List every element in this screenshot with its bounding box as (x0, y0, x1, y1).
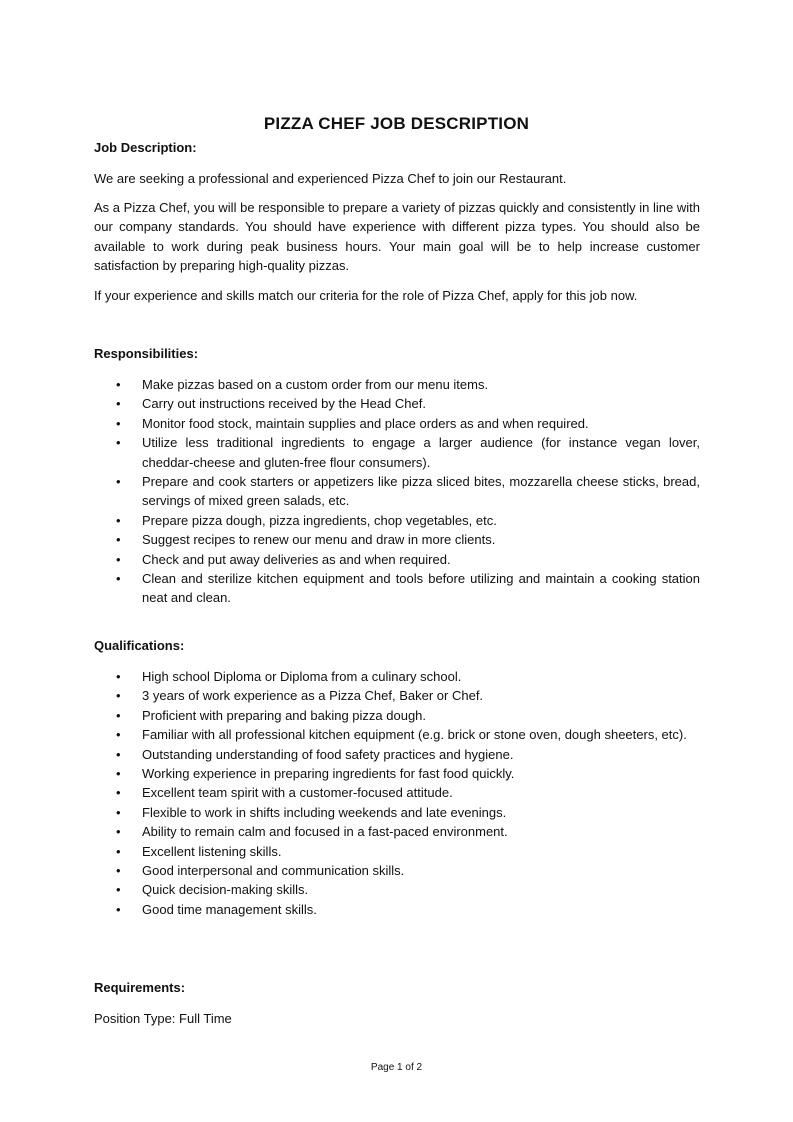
list-item-text: Check and put away deliveries as and when required. (142, 551, 451, 567)
bullet-icon: • (116, 435, 121, 451)
apply-paragraph: If your experience and skills match our criteria for the role of Pizza Chef, apply for this job now. (94, 288, 638, 303)
list-item (94, 842, 700, 861)
bullet-icon: • (116, 396, 121, 412)
list-item-text: Prepare pizza dough, pizza ingredients, chop vegetables, etc. (142, 512, 497, 528)
list-item-text: Good time management skills. (142, 901, 317, 917)
intro-paragraph: We are seeking a professional and experienced Pizza Chef to join our Restaurant. (94, 171, 567, 186)
bullet-icon: • (116, 901, 121, 917)
bullet-icon: • (116, 824, 121, 840)
bullet-icon: • (116, 746, 121, 762)
list-item-text: Working experience in preparing ingredients for fast food quickly. (142, 766, 515, 782)
list-item-text: Outstanding understanding of food safety practices and hygiene. (142, 746, 514, 762)
bullet-icon: • (116, 571, 121, 587)
bullet-icon: • (116, 512, 121, 528)
list-item (94, 822, 700, 841)
bullet-icon: • (116, 863, 121, 879)
list-item-text: Make pizzas based on a custom order from our menu items. (142, 377, 489, 392)
bullet-icon: • (116, 843, 121, 859)
list-item (94, 861, 700, 880)
page-number: Page 1 of 2 (370, 1062, 423, 1073)
list-item (94, 530, 700, 549)
bullet-icon: • (116, 551, 121, 567)
list-item-text: Clean and sterilize kitchen equipment and tools before utilizing and maintain a cooking station neat and clean. (142, 571, 700, 606)
bullet-icon: • (116, 882, 121, 898)
list-item (94, 569, 700, 608)
list-item (94, 686, 700, 705)
list-item (94, 725, 700, 744)
position-type: Position Type: Full Time (94, 1011, 232, 1026)
list-item-text: Good interpersonal and communication skills. (142, 863, 405, 879)
list-item-text: Prepare and cook starters or appetizers like pizza sliced bites, mozzarella cheese sticks, bread, servings of mixed green salads, etc. (142, 474, 700, 509)
list-item-text: High school Diploma or Diploma from a culinary school. (142, 669, 462, 684)
list-item (94, 803, 700, 822)
bullet-icon: • (116, 474, 121, 490)
list-item (94, 433, 700, 472)
responsibilities-heading: Responsibilities: (94, 346, 199, 361)
list-item (94, 667, 700, 686)
list-item (94, 550, 700, 569)
list-item-text: Ability to remain calm and focused in a fast-paced environment. (142, 824, 508, 840)
bullet-icon: • (116, 804, 121, 820)
list-item (94, 880, 700, 899)
list-item (94, 472, 700, 511)
requirements-heading: Requirements: (94, 980, 186, 995)
list-item (94, 511, 700, 530)
list-item-text: Monitor food stock, maintain supplies and place orders as and when required. (142, 415, 589, 431)
list-item-text: Excellent listening skills. (142, 843, 282, 859)
list-item (94, 394, 700, 413)
list-item-text: Carry out instructions received by the Head Chef. (142, 396, 426, 412)
list-item-text: Excellent team spirit with a customer-focused attitude. (142, 785, 453, 801)
list-item-text: Proficient with preparing and baking pizza dough. (142, 707, 427, 723)
job-description-heading: Job Description: (94, 140, 197, 155)
bullet-icon: • (116, 707, 121, 723)
bullet-icon: • (116, 377, 121, 392)
list-item (94, 745, 700, 764)
list-item (94, 900, 700, 919)
list-item (94, 414, 700, 433)
role-paragraph: As a Pizza Chef, you will be responsible to prepare a variety of pizzas quickly and consistently in line with our company standards. You should have experience with different pizza types. You should also be available to work during peak business hours. Your main goal will be to help increase customer satisfaction by preparing high-quality pizzas. (94, 200, 700, 274)
bullet-icon: • (116, 766, 121, 782)
qualifications-heading: Qualifications: (94, 638, 185, 653)
qualifications-list (94, 667, 700, 919)
bullet-icon: • (116, 727, 121, 743)
list-item (94, 764, 700, 783)
list-item-text: Quick decision-making skills. (142, 882, 309, 898)
bullet-icon: • (116, 669, 121, 684)
bullet-icon: • (116, 532, 121, 548)
bullet-icon: • (116, 785, 121, 801)
list-item-text: Suggest recipes to renew our menu and draw in more clients. (142, 532, 496, 548)
list-item-text: Familiar with all professional kitchen equipment (e.g. brick or stone oven, dough sheeters, etc). (142, 727, 687, 743)
list-item-text: Flexible to work in shifts including weekends and late evenings. (142, 804, 507, 820)
page-title: PIZZA CHEF JOB DESCRIPTION (263, 114, 530, 133)
list-item-text: 3 years of work experience as a Pizza Chef, Baker or Chef. (142, 688, 484, 704)
bullet-icon: • (116, 415, 121, 431)
list-item (94, 375, 700, 394)
bullet-icon: • (116, 688, 121, 704)
list-item (94, 706, 700, 725)
list-item (94, 783, 700, 802)
list-item-text: Utilize less traditional ingredients to engage a larger audience (for instance vegan lover, cheddar-cheese and gluten-free flour consumers). (142, 435, 700, 470)
responsibilities-list (94, 375, 700, 608)
